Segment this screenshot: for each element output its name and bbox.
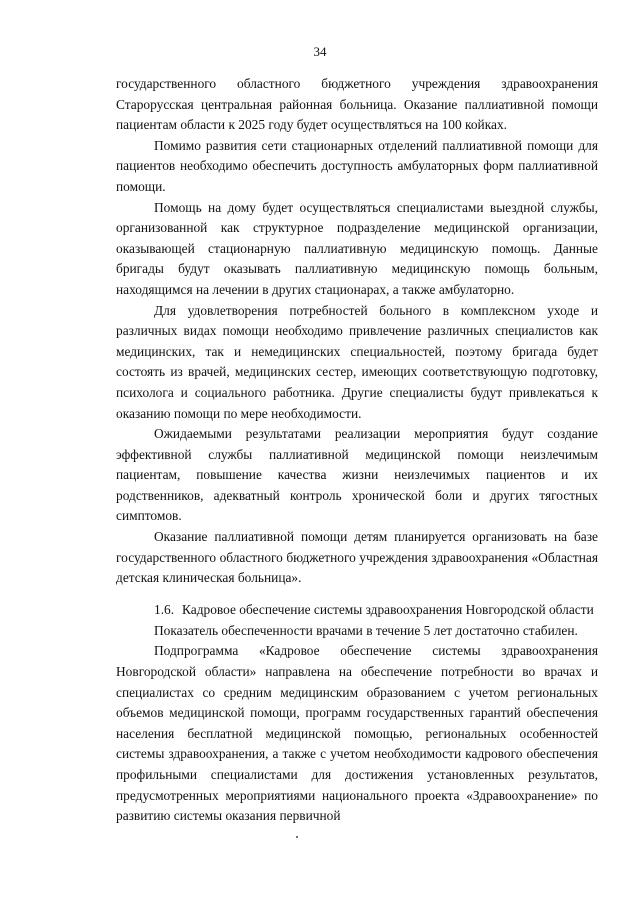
- section-number: 1.6.: [154, 601, 175, 617]
- scan-speck: [296, 836, 298, 838]
- section-heading: [116, 603, 598, 617]
- paragraph-expected-results: Ожидаемыми результатами реализации мероприятия будут создание эффективной службы паллиативной медицинской помощи неизлечимым пациентам, повышение качества жизни неизлечимых пациентов и их родственников, адекватный контроль хронической боли и других тягостных симптомов.: [116, 426, 598, 524]
- paragraph-outpatient-palliative: Помимо развития сети стационарных отделений паллиативной помощи для пациентов необходимо обеспечить доступность амбулаторных форм паллиативной помощи.: [116, 137, 598, 194]
- document-body: [116, 74, 598, 827]
- paragraph-team-composition: Для удовлетворения потребностей больного в комплексном уходе и различных видах помощи необходимо привлечение различных специалистов как медицинских, так и немедицинских специальностей, поэтому бригада будет состоять из врачей, медицинских сестер, имеющих соответствующую подготовку, психолога и социального работника. Другие специалисты будут привлекаться к оказанию помощи по мере необходимости.: [116, 302, 598, 421]
- paragraph-subprogram: Подпрограмма «Кадровое обеспечение системы здравоохранения Новгородской области» направлена на обеспечение потребности во врачах и специалистах со средним медицинским образованием с учетом региональных объемов медицинской помощи, программ государственных гарантий обеспечения населения бесплатной медицинской помощью, региональных особенностей системы здравоохранения, а также с учетом необходимости кадрового обеспечения профильными специалистами для достижения установленных результатов, предусмотренных мероприятиями национального проекта «Здравоохранение» по развитию системы оказания первичной: [116, 643, 598, 824]
- page-number: 34: [313, 44, 327, 59]
- paragraph-doctor-supply: Показатель обеспеченности врачами в течение 5 лет достаточно стабилен.: [154, 622, 578, 638]
- paragraph-children-palliative: Оказание паллиативной помощи детям планируется организовать на базе государственного областного бюджетного учреждения здравоохранения «Областная детская клиническая больница».: [116, 529, 598, 586]
- section-title: Кадровое обеспечение системы здравоохранения Новгородской области: [182, 601, 594, 617]
- paragraph-continuation: государственного областного бюджетного учреждения здравоохранения Старорусская центральная районная больница. Оказание паллиативной помощи пациентам области к 2025 году будет осуществляться на 100 койках.: [116, 76, 598, 133]
- paragraph-home-care: Помощь на дому будет осуществляться специалистами выездной службы, организованной как структурное подразделение медицинской организации, оказывающей стационарную паллиативную медицинскую помощь. Данные бригады будут оказывать паллиативную медицинскую помощь больным, находящимся на лечении в других стационарах, а также амбулаторно.: [116, 199, 598, 297]
